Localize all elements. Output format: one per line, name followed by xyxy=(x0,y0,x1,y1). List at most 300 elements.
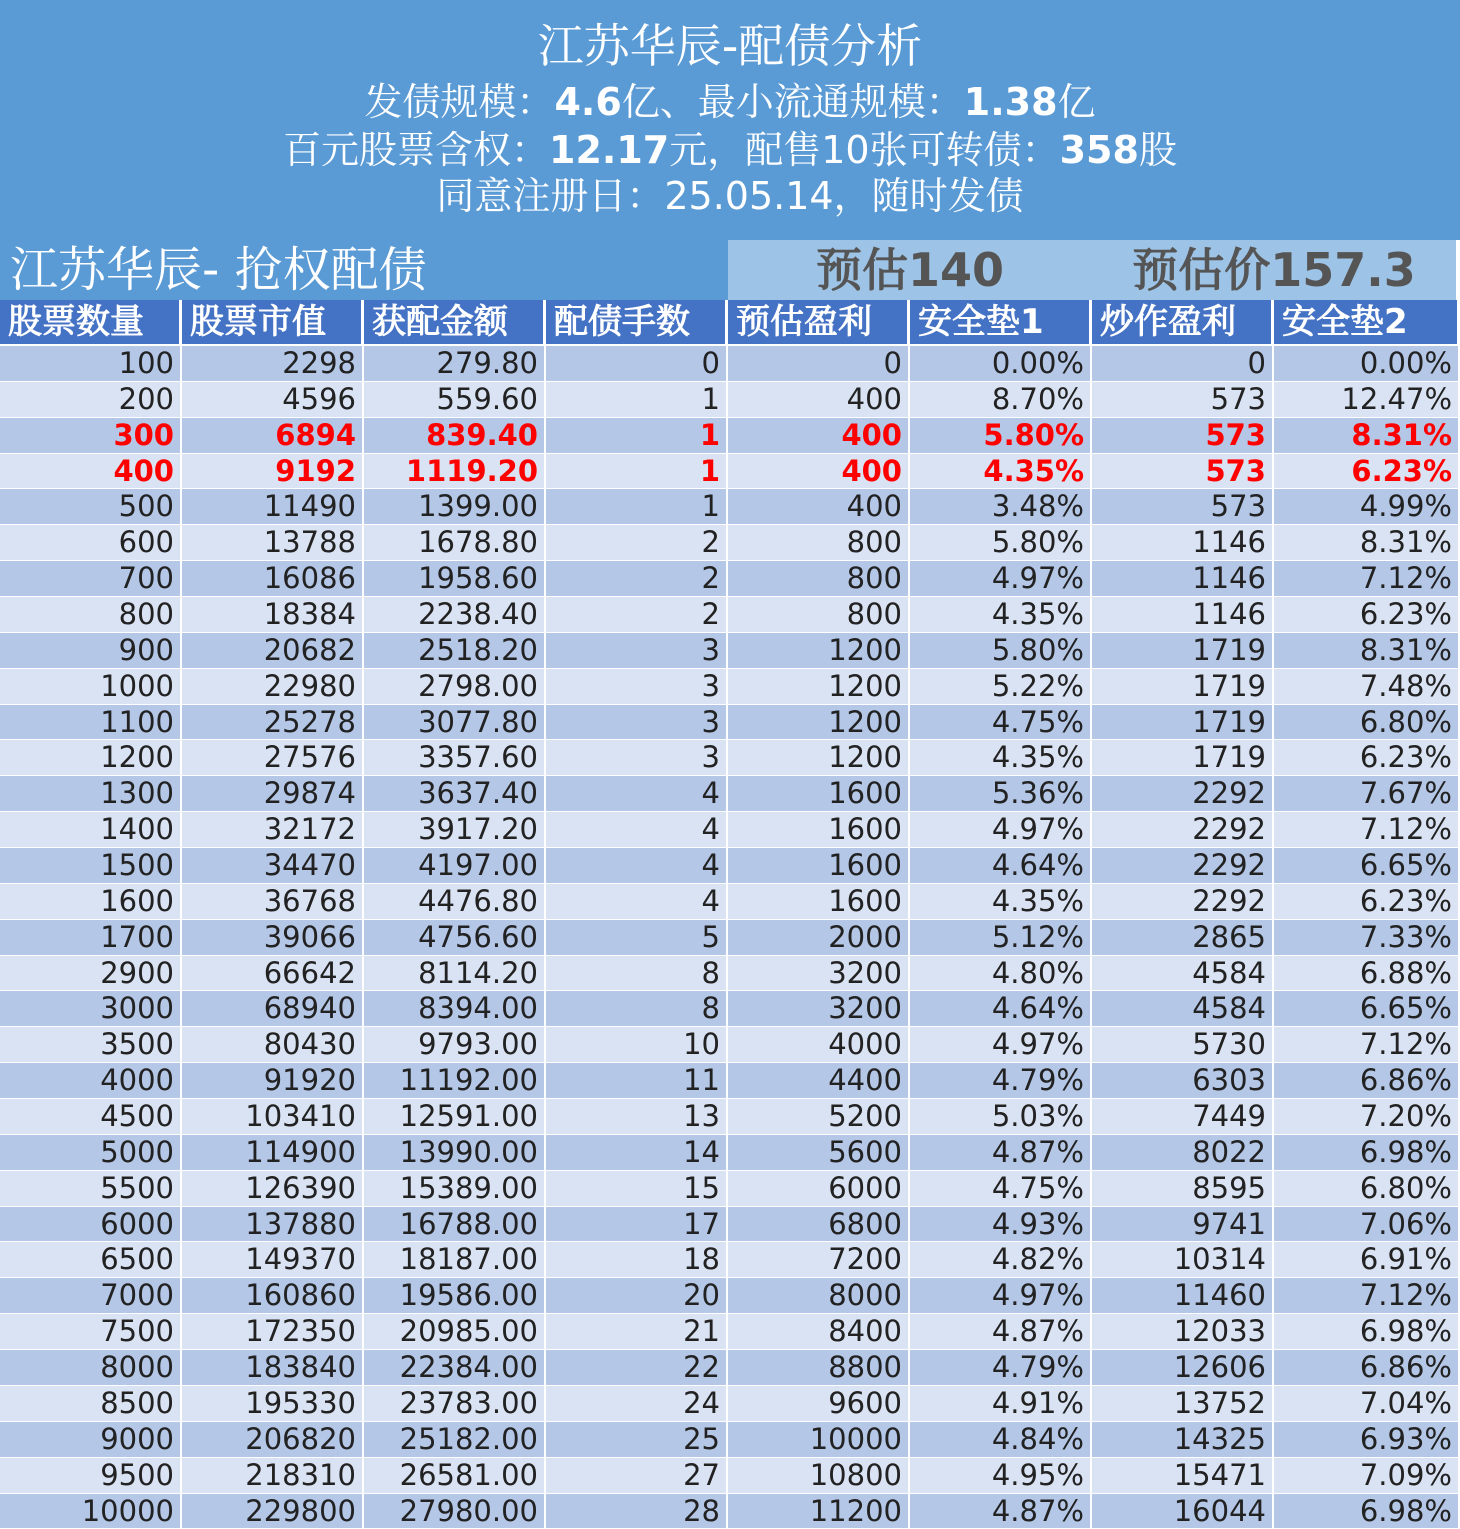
table-cell: 4.95% xyxy=(910,1458,1092,1494)
table-cell: 3917.20 xyxy=(364,812,546,848)
table-cell: 1 xyxy=(546,418,728,454)
table-cell: 15 xyxy=(546,1171,728,1207)
table-cell: 11192.00 xyxy=(364,1063,546,1099)
table-cell: 12033 xyxy=(1092,1314,1274,1350)
table-cell: 200 xyxy=(0,382,182,418)
table-cell: 7.12% xyxy=(1274,561,1460,597)
table-cell: 3 xyxy=(546,705,728,741)
table-cell: 1600 xyxy=(728,776,910,812)
table-cell: 10000 xyxy=(728,1422,910,1458)
table-cell: 800 xyxy=(728,561,910,597)
table-cell: 0.00% xyxy=(910,346,1092,382)
table-cell: 5500 xyxy=(0,1171,182,1207)
table-cell: 7.06% xyxy=(1274,1207,1460,1243)
table-cell: 8022 xyxy=(1092,1135,1274,1171)
table-row xyxy=(0,776,1460,812)
table-cell: 1000 xyxy=(0,669,182,705)
table-cell: 300 xyxy=(0,418,182,454)
table-cell: 66642 xyxy=(182,956,364,992)
table-cell: 4.64% xyxy=(910,848,1092,884)
table-row xyxy=(0,1386,1460,1422)
table-cell: 7200 xyxy=(728,1242,910,1278)
table-cell: 9600 xyxy=(728,1386,910,1422)
table-cell: 6800 xyxy=(728,1207,910,1243)
table-cell: 2292 xyxy=(1092,776,1274,812)
table-cell: 103410 xyxy=(182,1099,364,1135)
table-cell: 218310 xyxy=(182,1458,364,1494)
table-cell: 8.31% xyxy=(1274,633,1460,669)
table-cell: 5 xyxy=(546,920,728,956)
table-cell: 4 xyxy=(546,848,728,884)
table-cell: 13 xyxy=(546,1099,728,1135)
column-header: 安全垫1 xyxy=(910,300,1092,344)
table-cell: 1719 xyxy=(1092,633,1274,669)
table-cell: 29874 xyxy=(182,776,364,812)
table-cell: 1700 xyxy=(0,920,182,956)
table-cell: 18384 xyxy=(182,597,364,633)
table-cell: 13990.00 xyxy=(364,1135,546,1171)
table-cell: 22384.00 xyxy=(364,1350,546,1386)
table-row xyxy=(0,597,1460,633)
table-cell: 1200 xyxy=(728,705,910,741)
table-cell: 7.04% xyxy=(1274,1386,1460,1422)
table-cell: 4.79% xyxy=(910,1063,1092,1099)
table-cell: 12606 xyxy=(1092,1350,1274,1386)
table-cell: 800 xyxy=(728,597,910,633)
table-row xyxy=(0,1242,1460,1278)
table-cell: 5.36% xyxy=(910,776,1092,812)
table-cell: 9192 xyxy=(182,454,364,490)
table-cell: 149370 xyxy=(182,1242,364,1278)
table-cell: 13788 xyxy=(182,525,364,561)
table-row xyxy=(0,1422,1460,1458)
table-cell: 7.12% xyxy=(1274,812,1460,848)
table-cell: 27980.00 xyxy=(364,1494,546,1529)
table-cell: 16788.00 xyxy=(364,1207,546,1243)
table-cell: 10000 xyxy=(0,1494,182,1529)
table-cell: 25 xyxy=(546,1422,728,1458)
table-cell: 4 xyxy=(546,884,728,920)
table-cell: 400 xyxy=(728,382,910,418)
table-cell: 10800 xyxy=(728,1458,910,1494)
table-cell: 4596 xyxy=(182,382,364,418)
table-cell: 4.97% xyxy=(910,1278,1092,1314)
table-cell: 12.47% xyxy=(1274,382,1460,418)
table-cell: 27 xyxy=(546,1458,728,1494)
table-cell: 1300 xyxy=(0,776,182,812)
table-cell: 1600 xyxy=(728,848,910,884)
table-cell: 1399.00 xyxy=(364,489,546,525)
column-header: 配债手数 xyxy=(546,300,728,344)
table-cell: 7.12% xyxy=(1274,1027,1460,1063)
table-cell: 1 xyxy=(546,454,728,490)
table-cell: 126390 xyxy=(182,1171,364,1207)
column-header: 炒作盈利 xyxy=(1092,300,1274,344)
table-cell: 6.80% xyxy=(1274,1171,1460,1207)
table-cell: 10314 xyxy=(1092,1242,1274,1278)
table-cell: 11200 xyxy=(728,1494,910,1529)
table-cell: 4.97% xyxy=(910,1027,1092,1063)
estimate-box xyxy=(728,240,1456,300)
page-title: 江苏华辰-配债分析 xyxy=(537,19,923,73)
table-cell: 5730 xyxy=(1092,1027,1274,1063)
table-cell: 91920 xyxy=(182,1063,364,1099)
table-cell: 13752 xyxy=(1092,1386,1274,1422)
table-cell: 4.75% xyxy=(910,1171,1092,1207)
table-cell: 4.80% xyxy=(910,956,1092,992)
table-cell: 1200 xyxy=(728,669,910,705)
table-cell: 6.80% xyxy=(1274,705,1460,741)
table-cell: 68940 xyxy=(182,991,364,1027)
rights-per-share-line xyxy=(0,126,1460,174)
table-cell: 3000 xyxy=(0,991,182,1027)
table-cell: 573 xyxy=(1092,489,1274,525)
table-cell: 4197.00 xyxy=(364,848,546,884)
table-cell: 11460 xyxy=(1092,1278,1274,1314)
table-cell: 114900 xyxy=(182,1135,364,1171)
table-cell: 3200 xyxy=(728,991,910,1027)
table-cell: 6000 xyxy=(0,1207,182,1243)
table-cell: 4.75% xyxy=(910,705,1092,741)
table-cell: 1600 xyxy=(728,812,910,848)
table-cell: 8000 xyxy=(728,1278,910,1314)
table-cell: 6.98% xyxy=(1274,1135,1460,1171)
table-cell: 4.87% xyxy=(910,1314,1092,1350)
table-cell: 400 xyxy=(0,454,182,490)
table-cell: 229800 xyxy=(182,1494,364,1529)
table-cell: 172350 xyxy=(182,1314,364,1350)
table-cell: 8394.00 xyxy=(364,991,546,1027)
table-cell: 22 xyxy=(546,1350,728,1386)
table-cell: 7.33% xyxy=(1274,920,1460,956)
table-row xyxy=(0,454,1460,490)
table-cell: 2292 xyxy=(1092,884,1274,920)
table-cell: 6.86% xyxy=(1274,1063,1460,1099)
table-cell: 5.80% xyxy=(910,525,1092,561)
table-row xyxy=(0,884,1460,920)
table-cell: 5200 xyxy=(728,1099,910,1135)
table-cell: 6.91% xyxy=(1274,1242,1460,1278)
table-cell: 2 xyxy=(546,597,728,633)
table-cell: 400 xyxy=(728,489,910,525)
table-cell: 6.86% xyxy=(1274,1350,1460,1386)
table-cell: 4.97% xyxy=(910,561,1092,597)
line3-segment: 元，配售10张可转债： xyxy=(669,128,1060,172)
estimate-price: 预估价157.3 xyxy=(1132,243,1416,297)
table-cell: 0.00% xyxy=(1274,346,1460,382)
table-cell: 20682 xyxy=(182,633,364,669)
table-cell: 573 xyxy=(1092,454,1274,490)
table-cell: 0 xyxy=(728,346,910,382)
title-banner xyxy=(0,0,1460,240)
table-cell: 4500 xyxy=(0,1099,182,1135)
table-cell: 8.31% xyxy=(1274,525,1460,561)
table-cell: 0 xyxy=(1092,346,1274,382)
table-cell: 6.23% xyxy=(1274,454,1460,490)
table-cell: 8 xyxy=(546,991,728,1027)
column-header: 股票数量 xyxy=(0,300,182,344)
table-cell: 2 xyxy=(546,525,728,561)
table-cell: 1500 xyxy=(0,848,182,884)
table-body xyxy=(0,346,1460,1529)
table-cell: 6500 xyxy=(0,1242,182,1278)
table-cell: 26581.00 xyxy=(364,1458,546,1494)
table-cell: 2798.00 xyxy=(364,669,546,705)
table-cell: 3.48% xyxy=(910,489,1092,525)
table-cell: 2 xyxy=(546,561,728,597)
table-cell: 4.97% xyxy=(910,812,1092,848)
table-row xyxy=(0,956,1460,992)
table-cell: 15471 xyxy=(1092,1458,1274,1494)
table-cell: 1719 xyxy=(1092,705,1274,741)
table-cell: 4000 xyxy=(0,1063,182,1099)
table-cell: 4476.80 xyxy=(364,884,546,920)
table-cell: 12591.00 xyxy=(364,1099,546,1135)
table-cell: 2865 xyxy=(1092,920,1274,956)
table-cell: 400 xyxy=(728,418,910,454)
issue-size-line xyxy=(0,78,1460,126)
table-cell: 11490 xyxy=(182,489,364,525)
table-cell: 4.82% xyxy=(910,1242,1092,1278)
table-cell: 18187.00 xyxy=(364,1242,546,1278)
table-cell: 25182.00 xyxy=(364,1422,546,1458)
column-header: 预估盈利 xyxy=(728,300,910,344)
table-cell: 3 xyxy=(546,669,728,705)
table-cell: 6.98% xyxy=(1274,1494,1460,1529)
table-cell: 4.35% xyxy=(910,884,1092,920)
table-cell: 3357.60 xyxy=(364,740,546,776)
column-header: 股票市值 xyxy=(182,300,364,344)
table-cell: 1146 xyxy=(1092,597,1274,633)
table-cell: 1146 xyxy=(1092,525,1274,561)
table-cell: 3 xyxy=(546,740,728,776)
table-cell: 6000 xyxy=(728,1171,910,1207)
table-cell: 6.23% xyxy=(1274,597,1460,633)
table-cell: 2900 xyxy=(0,956,182,992)
table-cell: 4.84% xyxy=(910,1422,1092,1458)
table-cell: 600 xyxy=(0,525,182,561)
table-cell: 10 xyxy=(546,1027,728,1063)
table-cell: 7500 xyxy=(0,1314,182,1350)
table-cell: 19586.00 xyxy=(364,1278,546,1314)
table-cell: 1200 xyxy=(728,740,910,776)
table-cell: 1600 xyxy=(728,884,910,920)
table-row xyxy=(0,525,1460,561)
table-cell: 20 xyxy=(546,1278,728,1314)
table-header xyxy=(0,300,1460,344)
table-row xyxy=(0,1494,1460,1529)
table-row xyxy=(0,382,1460,418)
table-row xyxy=(0,1350,1460,1386)
table-cell: 5000 xyxy=(0,1135,182,1171)
line2-segment: 1.38 xyxy=(963,80,1058,124)
table-cell: 5.80% xyxy=(910,418,1092,454)
table-cell: 4.99% xyxy=(1274,489,1460,525)
section-title: 江苏华辰- 抢权配债 xyxy=(0,240,728,300)
table-cell: 5.03% xyxy=(910,1099,1092,1135)
table-row xyxy=(0,1314,1460,1350)
table-cell: 28 xyxy=(546,1494,728,1529)
table-cell: 4.91% xyxy=(910,1386,1092,1422)
line3-segment: 百元股票含权： xyxy=(283,128,550,172)
table-cell: 4.64% xyxy=(910,991,1092,1027)
line3-segment: 股 xyxy=(1138,128,1177,172)
table-cell: 559.60 xyxy=(364,382,546,418)
table-cell: 18 xyxy=(546,1242,728,1278)
table-cell: 8.70% xyxy=(910,382,1092,418)
table-cell: 1200 xyxy=(728,633,910,669)
line3-segment: 12.17 xyxy=(549,128,670,172)
table-cell: 34470 xyxy=(182,848,364,884)
table-cell: 1958.60 xyxy=(364,561,546,597)
table-cell: 7.67% xyxy=(1274,776,1460,812)
table-cell: 4756.60 xyxy=(364,920,546,956)
table-row xyxy=(0,812,1460,848)
table-row xyxy=(0,920,1460,956)
table-cell: 24 xyxy=(546,1386,728,1422)
table-cell: 4.93% xyxy=(910,1207,1092,1243)
table-cell: 16086 xyxy=(182,561,364,597)
table-cell: 5.80% xyxy=(910,633,1092,669)
table-cell: 7.12% xyxy=(1274,1278,1460,1314)
table-cell: 6.93% xyxy=(1274,1422,1460,1458)
table-cell: 573 xyxy=(1092,382,1274,418)
table-row xyxy=(0,740,1460,776)
table-cell: 17 xyxy=(546,1207,728,1243)
table-cell: 7.09% xyxy=(1274,1458,1460,1494)
table-cell: 900 xyxy=(0,633,182,669)
table-cell: 14 xyxy=(546,1135,728,1171)
table-cell: 9500 xyxy=(0,1458,182,1494)
table-cell: 6.23% xyxy=(1274,740,1460,776)
table-row xyxy=(0,418,1460,454)
table-cell: 4000 xyxy=(728,1027,910,1063)
table-cell: 6.88% xyxy=(1274,956,1460,992)
table-cell: 4584 xyxy=(1092,991,1274,1027)
table-cell: 1719 xyxy=(1092,740,1274,776)
table-row xyxy=(0,489,1460,525)
table-cell: 3500 xyxy=(0,1027,182,1063)
line2-segment: 亿、最小流通规模： xyxy=(621,80,964,124)
table-cell: 22980 xyxy=(182,669,364,705)
table-cell: 4.87% xyxy=(910,1494,1092,1529)
table-cell: 800 xyxy=(728,525,910,561)
table-cell: 4.79% xyxy=(910,1350,1092,1386)
table-cell: 183840 xyxy=(182,1350,364,1386)
table-cell: 2000 xyxy=(728,920,910,956)
table-cell: 1146 xyxy=(1092,561,1274,597)
table-cell: 206820 xyxy=(182,1422,364,1458)
line2-segment: 4.6 xyxy=(554,80,622,124)
registration-date-line: 同意注册日：25.05.14，随时发债 xyxy=(436,174,1024,218)
table-row xyxy=(0,848,1460,884)
table-row xyxy=(0,1135,1460,1171)
table-cell: 4584 xyxy=(1092,956,1274,992)
table-cell: 3 xyxy=(546,633,728,669)
table-cell: 3200 xyxy=(728,956,910,992)
table-cell: 6.65% xyxy=(1274,991,1460,1027)
table-cell: 2518.20 xyxy=(364,633,546,669)
table-cell: 800 xyxy=(0,597,182,633)
table-cell: 32172 xyxy=(182,812,364,848)
table-cell: 8.31% xyxy=(1274,418,1460,454)
table-cell: 2292 xyxy=(1092,812,1274,848)
table-cell: 36768 xyxy=(182,884,364,920)
table-cell: 80430 xyxy=(182,1027,364,1063)
table-cell: 1119.20 xyxy=(364,454,546,490)
table-cell: 27576 xyxy=(182,740,364,776)
table-cell: 9741 xyxy=(1092,1207,1274,1243)
table-row xyxy=(0,669,1460,705)
table-cell: 1600 xyxy=(0,884,182,920)
table-cell: 160860 xyxy=(182,1278,364,1314)
table-cell: 1 xyxy=(546,382,728,418)
table-cell: 3077.80 xyxy=(364,705,546,741)
table-cell: 8595 xyxy=(1092,1171,1274,1207)
table-cell: 4 xyxy=(546,812,728,848)
table-cell: 1 xyxy=(546,489,728,525)
table-cell: 8000 xyxy=(0,1350,182,1386)
table-row xyxy=(0,633,1460,669)
table-row xyxy=(0,561,1460,597)
table-cell: 14325 xyxy=(1092,1422,1274,1458)
table-row xyxy=(0,1207,1460,1243)
line2-segment: 发债规模： xyxy=(364,80,555,124)
line3-segment: 358 xyxy=(1059,128,1139,172)
table-cell: 9793.00 xyxy=(364,1027,546,1063)
table-cell: 137880 xyxy=(182,1207,364,1243)
table-cell: 573 xyxy=(1092,418,1274,454)
table-cell: 1400 xyxy=(0,812,182,848)
table-cell: 25278 xyxy=(182,705,364,741)
table-cell: 4.35% xyxy=(910,454,1092,490)
table-cell: 7449 xyxy=(1092,1099,1274,1135)
table-cell: 500 xyxy=(0,489,182,525)
table-cell: 39066 xyxy=(182,920,364,956)
table-cell: 5600 xyxy=(728,1135,910,1171)
column-header: 获配金额 xyxy=(364,300,546,344)
table-cell: 4 xyxy=(546,776,728,812)
table-cell: 8500 xyxy=(0,1386,182,1422)
table-cell: 16044 xyxy=(1092,1494,1274,1529)
table-cell: 700 xyxy=(0,561,182,597)
table-row xyxy=(0,1458,1460,1494)
table-cell: 2238.40 xyxy=(364,597,546,633)
table-cell: 400 xyxy=(728,454,910,490)
table-cell: 1100 xyxy=(0,705,182,741)
table-cell: 6.23% xyxy=(1274,884,1460,920)
table-cell: 2298 xyxy=(182,346,364,382)
table-cell: 4400 xyxy=(728,1063,910,1099)
table-cell: 8800 xyxy=(728,1350,910,1386)
estimate-value: 预估140 xyxy=(815,243,1005,297)
table-cell: 15389.00 xyxy=(364,1171,546,1207)
table-cell: 2292 xyxy=(1092,848,1274,884)
table-cell: 8400 xyxy=(728,1314,910,1350)
table-row xyxy=(0,705,1460,741)
table-cell: 4.35% xyxy=(910,740,1092,776)
table-cell: 6303 xyxy=(1092,1063,1274,1099)
table-cell: 195330 xyxy=(182,1386,364,1422)
table-cell: 23783.00 xyxy=(364,1386,546,1422)
table-cell: 1678.80 xyxy=(364,525,546,561)
table-row xyxy=(0,1278,1460,1314)
table-cell: 279.80 xyxy=(364,346,546,382)
line2-segment: 亿 xyxy=(1057,80,1096,124)
table-row xyxy=(0,346,1460,382)
table-cell: 4.87% xyxy=(910,1135,1092,1171)
table-cell: 8114.20 xyxy=(364,956,546,992)
